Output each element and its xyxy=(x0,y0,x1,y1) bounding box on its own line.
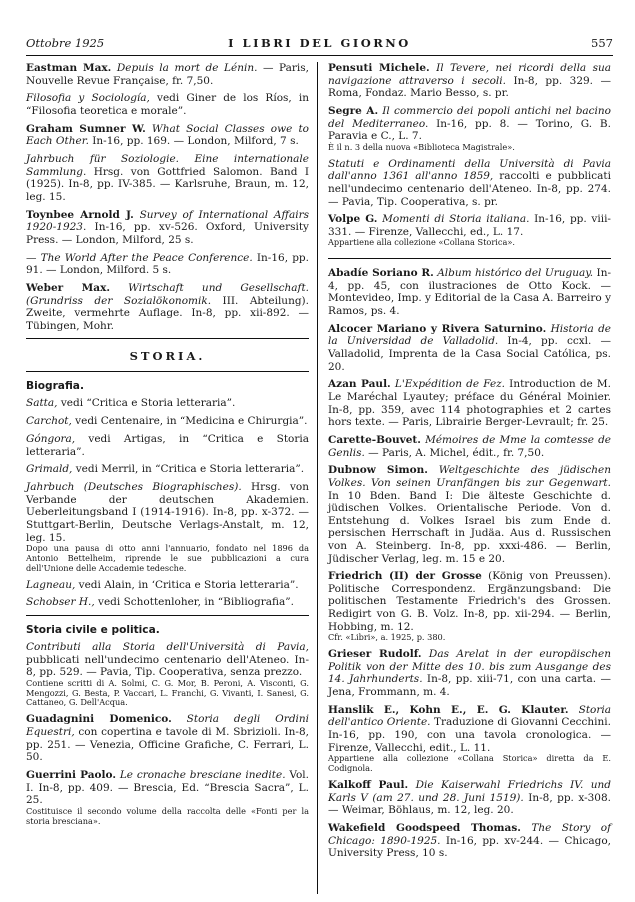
bibliography-entry xyxy=(26,641,309,708)
entry-title: Momenti di Storia italiana. xyxy=(382,213,530,226)
entry-title: Jahrbuch für Soziologie. Eine internationale Sammlung. xyxy=(26,153,309,178)
entry-details: vedi Merril, in “Critica e Storia letteraria”. xyxy=(72,463,305,476)
entry-details: vedi Alain, in ‘Critica e Storia letteraria”. xyxy=(75,578,299,591)
entry-details: In-4, pp. ccxl. — Valladolid, Imprenta de la Casa Social Católica, ps. 20. xyxy=(328,335,611,373)
entry-title: Il Tevere, nei ricordi della sua navigazione attraverso i secoli. xyxy=(328,62,611,87)
entry-details: In-16, pp. 8. — Torino, G. B. Paravia e C., L. 7. xyxy=(328,117,611,143)
entry-title: — The World After the Peace Conference. xyxy=(26,251,253,264)
bibliography-entry xyxy=(328,158,611,208)
entry-note: È il n. 3 della nuova «Biblioteca Magistrale». xyxy=(328,141,515,152)
bibliography-entry xyxy=(328,822,611,860)
subsection-title-storia-civile: Storia civile e politica. xyxy=(26,624,160,637)
entry-author: Guerrini Paolo. xyxy=(26,768,116,781)
entry-details: pubblicati nell'undecimo centenario dell'Ateneo. In-8, pp. 529. — Pavia, Tip. Cooperativa, senza prezzo. xyxy=(26,653,309,679)
entry-title: Filosofia y Sociología, xyxy=(26,92,150,105)
entry-note: Dopo una pausa di otto anni l'annuario, fondato nel 1896 da Antonio Bettelheim, riprende le sue pubblicazioni a cura dell'Unione delle Accademie tedesche. xyxy=(26,543,309,573)
page xyxy=(26,36,613,860)
entry-details: vedi Giner de los Ríos, in “Filosofia teoretica e morale”. xyxy=(26,92,309,117)
entry-author: Wakefield Goodspeed Thomas. xyxy=(328,821,521,834)
bibliography-entry xyxy=(26,153,309,203)
entry-note: Appartiene alla collezione «Collana Storica». xyxy=(328,237,515,248)
entry-title: The Story of Chicago: 1890-1925. xyxy=(328,821,611,847)
entry-details: Hrsg. von Verbande der deutschen Akademien. Ueberleitungsband I (1914-1916). In-8, pp. x-372. — Stuttgart-Berlin, Deutsche Verlags-Anstalt, m. 12, leg. 15. xyxy=(26,481,309,544)
bibliography-entry xyxy=(26,282,309,332)
entry-author: Weber Max. xyxy=(26,282,110,295)
entry-title: Schobser H., xyxy=(26,596,95,609)
bibliography-entry xyxy=(26,92,309,117)
entry-author: Graham Sumner W. xyxy=(26,122,146,135)
entry-details: In-8, pp. 329. — Roma, Fondaz. Mario Besso, s. pr. xyxy=(328,74,611,100)
right-column xyxy=(328,62,611,865)
group-rule xyxy=(328,258,611,259)
entry-author: Toynbee Arnold J. xyxy=(26,208,134,221)
entry-title: Das Arelat in der europäischen Politik von der Mitte des 10. bis zum Ausgange des 14. Jahrhunderts. xyxy=(328,648,611,686)
column-divider xyxy=(317,62,318,894)
entry-details: III. Abteilung). Zweite, vermehrte Auflage. In-8, pp. xii-892. — Tübingen, Mohr. xyxy=(26,294,309,332)
entry-title: L'Expédition de Fez. xyxy=(394,378,506,391)
subsection-rule xyxy=(26,615,309,616)
entry-details: In-16, pp. 91. — London, Milford. 5 s. xyxy=(26,251,309,277)
entry-details: con copertina e tavole di M. Sbrizioli. In-8, pp. 251. — Venezia, Officine Grafiche, C. Ferrari, L. 50. xyxy=(26,726,309,764)
bibliography-entry xyxy=(26,415,309,428)
subsection-title-biografia: Biografia. xyxy=(26,380,84,393)
entry-title: Weltgeschichte des jüdischen Volkes. Von seinen Uranfängen bis zur Gegenwart. xyxy=(328,464,612,489)
entry-author: Eastman Max. xyxy=(26,62,112,74)
entry-title: Storia degli Ordini Equestri, xyxy=(26,713,310,738)
bibliography-entry xyxy=(328,570,611,643)
left-pre-entries xyxy=(26,62,309,332)
bibliography-entry xyxy=(26,123,309,148)
entry-title: Storia dell'antico Oriente. xyxy=(328,703,611,729)
bibliography-entry xyxy=(26,713,309,763)
bibliography-entry xyxy=(26,579,309,592)
entry-title: Contributi alla Storia dell'Università di Pavia, xyxy=(26,641,309,654)
right-entries xyxy=(328,267,611,859)
entry-author: Dubnow Simon. xyxy=(328,464,428,477)
entry-title: Góngora, xyxy=(26,432,76,445)
entry-author: Carette-Bouvet. xyxy=(328,433,421,446)
entry-title: Il commercio dei popoli antichi nel bacino del Mediterraneo. xyxy=(328,104,612,130)
entry-details: In-4, pp. 45, con ilustraciones de Otto Kock. — Montevideo, Imp. y Editorial de la Casa A. Barreiro y Ramos, ps. 4. xyxy=(328,267,612,318)
bibliography-entry xyxy=(328,779,611,817)
entry-title: Satta, xyxy=(26,397,58,410)
bibliography-entry xyxy=(26,481,309,573)
entry-details: In-16, pp. viii-331. — Firenze, Vallecchi, ed., L. 17. xyxy=(328,213,611,238)
entry-details: — Paris, A. Michel, édit., fr. 7,50. xyxy=(364,446,545,459)
entry-author: Kalkoff Paul. xyxy=(328,778,409,791)
entry-title: Historia de la Universidad de Valladolid. xyxy=(328,322,612,348)
running-header xyxy=(26,36,613,54)
entry-details: In 10 Bden. Band I: Die älteste Geschichte d. jüdischen Volkes. Orientalische Periode. Von d. Entstehung d. Volkes Israel bis zum Ende d. persischen Herrschaft in Judäa. Aus d. Russischen von A. Steinberg. In-8, pp. xxxi-486. — Berlin, Jüdischer Verlag, leg. m. 15 e 20. xyxy=(328,489,611,565)
page-number: 557 xyxy=(591,36,613,50)
two-column-body xyxy=(26,62,613,902)
bibliography-entry xyxy=(328,62,611,100)
bibliography-entry xyxy=(26,433,309,458)
entry-details: raccolti e pubblicati nell'undecimo centenario dell'Ateneo. In-8, pp. 274. — Pavia, Tip. Cooperativa, s. pr. xyxy=(328,170,611,208)
left-column xyxy=(26,62,309,832)
entry-title: Wirtschaft und Gesellschaft. (Grundriss der Sozialökonomik. xyxy=(26,282,309,307)
entry-details: vedi Artigas, in “Critica e Storia letteraria”. xyxy=(26,432,309,458)
bibliography-entry xyxy=(26,769,309,826)
entry-author: Segre A. xyxy=(328,104,379,117)
entry-details: In-16, pp. xv-244. — Chicago, University Press, 10 s. xyxy=(328,834,611,860)
entry-author: Volpe G. xyxy=(328,213,378,226)
bibliography-entry xyxy=(26,62,309,87)
storia-civile-entries xyxy=(26,641,309,826)
entry-details: vedi “Critica e Storia letteraria”. xyxy=(57,397,236,410)
bibliography-entry xyxy=(328,105,611,153)
entry-details: Traduzione di Giovanni Cecchini. In-16, pp. 190, con una tavola cronologica. — Firenze, Vallecchi, edit., L. 11. xyxy=(328,716,611,754)
header-rule xyxy=(26,55,613,56)
entry-title: Survey of International Affairs 1920-1923. xyxy=(26,208,309,234)
entry-note: Cfr. «Libri», a. 1925, p. 380. xyxy=(328,632,446,643)
entry-title: Carchot, xyxy=(26,415,72,428)
entry-details: Introduction de M. Le Maréchal Lyautey; préface du Général Moinier. In-8, pp. 359, avec 114 photographies et 2 cartes hors texte. — Paris, Librairie Berger-Levrault; fr. 25. xyxy=(328,378,611,429)
entry-details: In-8, pp. xiii-71, con una carta. — Jena, Frommann, m. 4. xyxy=(328,673,611,699)
section-rule xyxy=(26,371,309,372)
entry-author: Pensuti Michele. xyxy=(328,62,430,74)
entry-author: Azan Paul. xyxy=(328,378,391,391)
bibliography-entry xyxy=(26,397,309,410)
entry-title: Album histórico del Uruguay. xyxy=(437,267,594,280)
section-title-storia: STORIA. xyxy=(129,349,206,364)
entry-details: — Paris, Nouvelle Revue Française, fr. 7,50. xyxy=(26,62,309,87)
entry-title: What Social Classes owe to Each Other. xyxy=(26,122,309,148)
entry-author: Guadagnini Domenico. xyxy=(26,713,172,726)
bibliography-entry xyxy=(328,704,611,774)
entry-title: Jahrbuch (Deutsches Biographisches). xyxy=(26,481,242,494)
entry-details: (König von Preussen). Politische Correspondenz. Ergänzungsband: Die politischen Testamente Friedrich's des Grossen. Redigirt von G. B. Volz. In-8, pp. xii-294. — Berlin, Hobbing, m. 12. xyxy=(328,570,611,633)
bibliography-entry xyxy=(328,378,611,428)
entry-title: Le cronache bresciane inedite. xyxy=(119,768,286,781)
bibliography-entry xyxy=(328,464,611,565)
entry-title: Depuis la mort de Lénin. xyxy=(116,62,258,74)
entry-details: vedi Schottenloher, in “Bibliografia”. xyxy=(94,596,294,609)
entry-details: Hrsg. von Gottfried Salomon. Band I (1925). In-8, pp. IV-385. — Karlsruhe, Braun, m. 12, leg. 15. xyxy=(26,165,309,203)
entry-title: Lagneau, xyxy=(26,578,76,591)
entry-author: Grieser Rudolf. xyxy=(328,648,422,661)
entry-details: Vol. I. In-8, pp. 409. — Brescia, Ed. “Brescia Sacra”, L. 25. xyxy=(26,768,309,807)
header-date: Ottobre 1925 xyxy=(26,36,105,50)
biografia-entries xyxy=(26,397,309,609)
entry-author: Hanslik E., Kohn E., E. G. Klauter. xyxy=(328,703,569,716)
bibliography-entry xyxy=(26,596,309,609)
bibliography-entry xyxy=(26,463,309,476)
entry-author: Friedrich (II) der Grosse xyxy=(328,570,482,583)
entry-title: Die Kaiserwahl Friedrichs IV. und Karls V (am 27. und 28. Juni 1519). xyxy=(328,778,611,804)
bibliography-entry xyxy=(328,434,611,459)
bibliography-entry xyxy=(328,213,611,248)
bibliography-entry xyxy=(328,267,611,317)
bibliography-entry xyxy=(328,648,611,698)
entry-details: In-16, pp. 169. — London, Milford, 7 s. xyxy=(88,135,299,148)
entry-details: In-8, pp. x-308. — Weimar, Böhlaus, m. 12, leg. 20. xyxy=(328,791,611,817)
entry-title: Grimald, xyxy=(26,463,73,476)
bibliography-entry xyxy=(26,252,309,277)
entry-title: Statuti e Ordinamenti della Università di Pavia dall'anno 1361 all'anno 1859, xyxy=(328,157,611,183)
section-rule xyxy=(26,338,309,339)
entry-details: vedi Centenaire, in “Medicina e Chirurgia”. xyxy=(71,415,308,428)
header-journal-title: I LIBRI DEL GIORNO xyxy=(228,36,411,50)
entry-author: Abadíe Soriano R. xyxy=(328,267,434,280)
entry-details: In-16, pp. xv-526. Oxford, University Press. — London, Milford, 25 s. xyxy=(26,221,309,246)
entry-author: Alcocer Mariano y Rivera Saturnino. xyxy=(328,322,547,335)
entry-note: Contiene scritti di A. Solmi, C. G. Mor, B. Peroni, A. Visconti, G. Mengozzi, G. Besta, P. Vaccari, L. Franchi, G. Vivanti, I. Sanesi, G. Cattaneo, G. Dell'Acqua. xyxy=(26,677,309,708)
entry-note: Appartiene alla collezione «Collana Storica» diretta da E. Codignola. xyxy=(328,753,611,773)
entry-note: Costituisce il secondo volume della raccolta delle «Fonti per la storia bresciana». xyxy=(26,805,309,826)
right-pre-entries xyxy=(328,62,611,248)
entry-title: Mémoires de Mme la comtesse de Genlis. xyxy=(328,433,612,459)
bibliography-entry xyxy=(328,323,611,373)
bibliography-entry xyxy=(26,209,309,247)
